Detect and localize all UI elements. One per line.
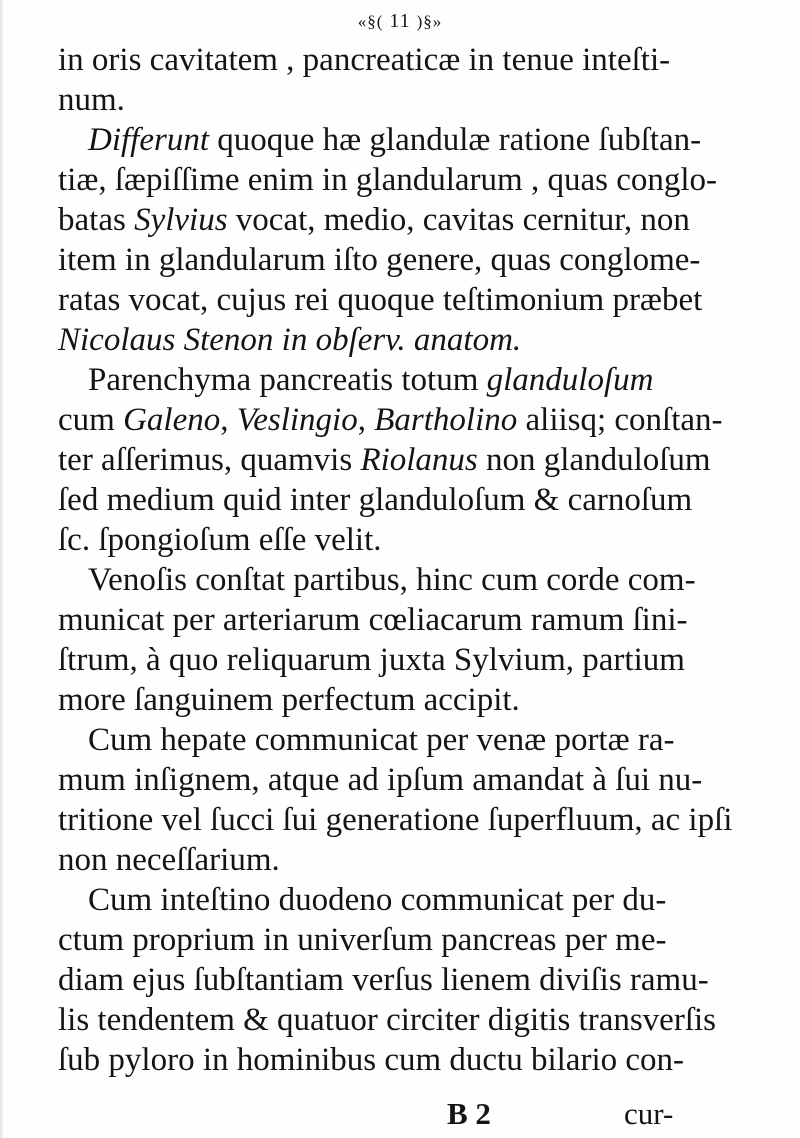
text-line: ſub pyloro in hominibus cum ductu bilario con- bbox=[58, 1042, 685, 1078]
text-line: ter aſſerimus, quamvis Riolanus non glanduloſum bbox=[58, 442, 711, 478]
text-line: Differunt quoque hæ glandulæ ratione ſubſtan- bbox=[88, 122, 702, 158]
text-line: cum Galeno, Veslingio, Bartholino aliisq; conſtan- bbox=[58, 402, 723, 438]
text-line: Parenchyma pancreatis totum glanduloſum bbox=[88, 362, 654, 398]
text-line: Venoſis conſtat partibus, hinc cum corde com- bbox=[88, 562, 696, 598]
text-line: Cum hepate communicat per venæ portæ ra- bbox=[88, 722, 675, 758]
text-line: Cum inteſtino duodeno communicat per du- bbox=[88, 882, 667, 918]
text-line: diam ejus ſubſtantiam verſus lienem diviſis ramu- bbox=[58, 962, 709, 998]
page-edge-shadow bbox=[0, 0, 4, 1138]
text-line: ſed medium quid inter glanduloſum & carnoſum bbox=[58, 482, 693, 518]
text-line: non neceſſarium. bbox=[58, 842, 280, 878]
text-line: item in glandularum iſto genere, quas conglome- bbox=[58, 242, 701, 278]
text-line: mum inſignem, atque ad ipſum amandat à ſui nu- bbox=[58, 762, 703, 798]
text-line: municat per arteriarum cœliacarum ramum ſini- bbox=[58, 602, 688, 638]
header-ornament-left: «§( bbox=[357, 12, 384, 31]
text-line: tritione vel ſucci ſui generatione ſuperfluum, ac ipſi bbox=[58, 802, 733, 838]
text-line: ſtrum, à quo reliquarum juxta Sylvium, partium bbox=[58, 642, 685, 678]
signature-mark: B 2 bbox=[447, 1096, 491, 1131]
catchword: cur- bbox=[624, 1096, 674, 1131]
page-number: 11 bbox=[389, 10, 411, 32]
text-line: ſc. ſpongioſum eſſe velit. bbox=[58, 522, 382, 558]
text-line: ratas vocat, cujus rei quoque teſtimonium præbet bbox=[58, 282, 703, 318]
text-line: ctum proprium in univerſum pancreas per me- bbox=[58, 922, 667, 958]
header-ornament-right: )§» bbox=[416, 12, 443, 31]
text-line: tiæ, ſæpiſſime enim in glandularum , quas conglo- bbox=[58, 162, 718, 198]
text-line: batas Sylvius vocat, medio, cavitas cernitur, non bbox=[58, 202, 690, 238]
text-line: num. bbox=[58, 82, 125, 118]
page-footer bbox=[0, 1094, 800, 1134]
page-header bbox=[0, 6, 800, 37]
text-line: more ſanguinem perfectum accipit. bbox=[58, 682, 520, 718]
text-line: Nicolaus Stenon in obſerv. anatom. bbox=[58, 322, 522, 358]
text-line: in oris cavitatem , pancreaticæ in tenue inteſti- bbox=[58, 42, 671, 78]
text-line: lis tendentem & quatuor circiter digitis transverſis bbox=[58, 1002, 717, 1038]
